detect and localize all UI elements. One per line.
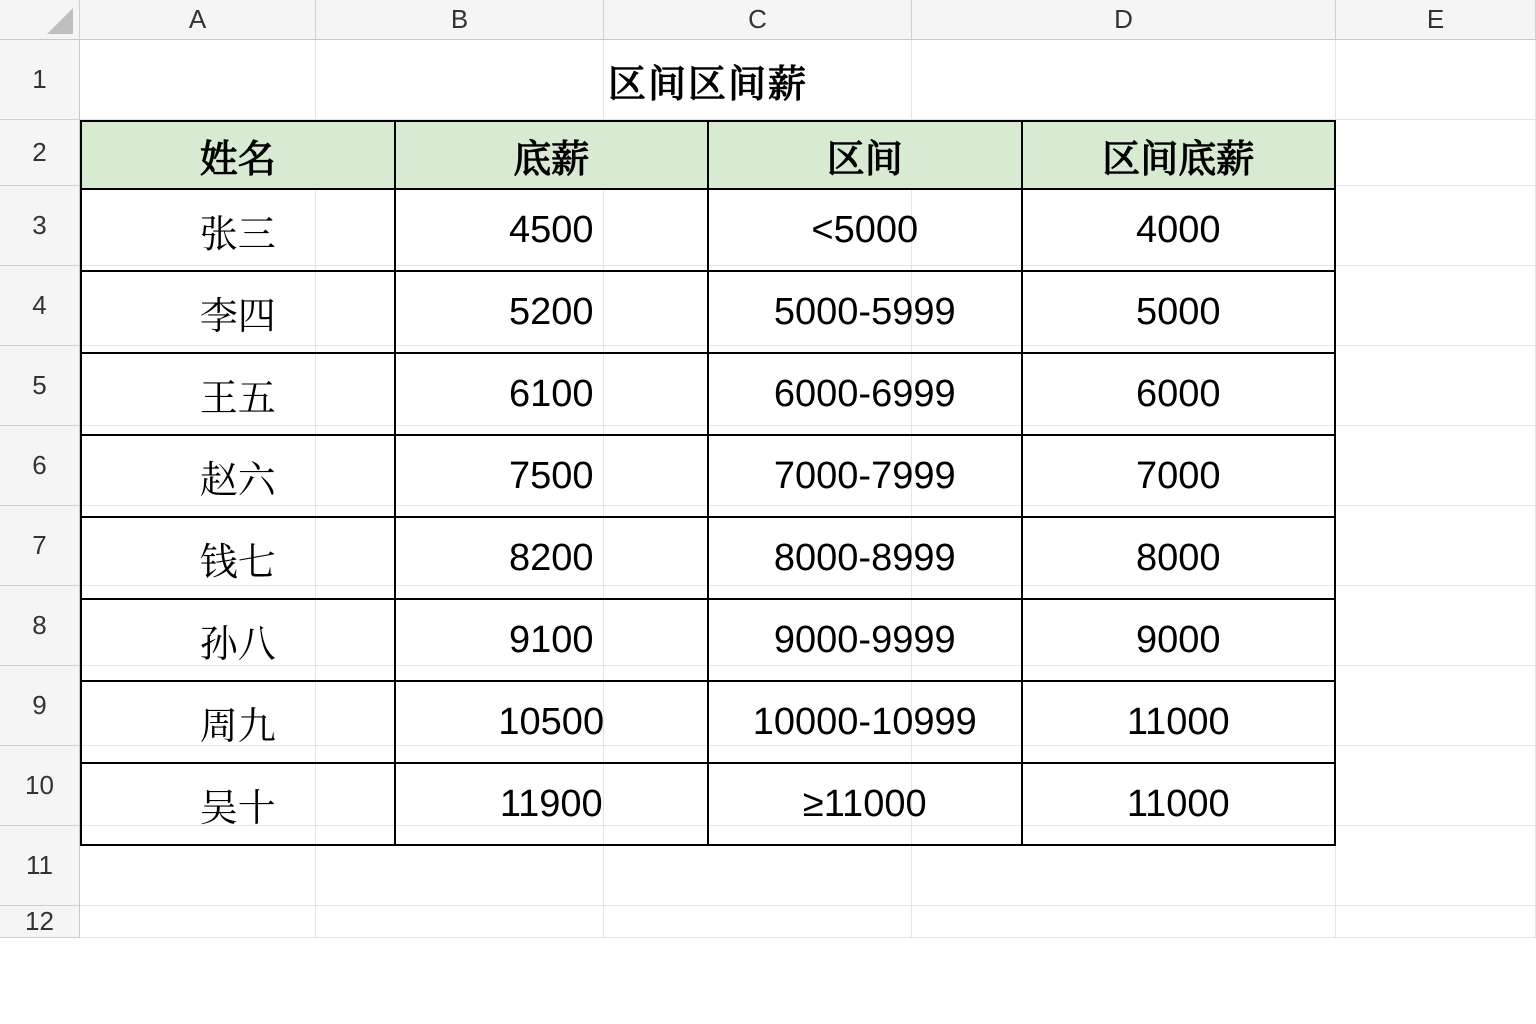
table-row: [81, 599, 1335, 681]
cell-base[interactable]: 7500: [395, 435, 709, 517]
cell-base[interactable]: 10500: [395, 681, 709, 763]
cell-name[interactable]: 周九: [81, 681, 395, 763]
salary-range-table: [80, 40, 1336, 846]
cell-e12[interactable]: [1336, 906, 1536, 938]
cell-a12[interactable]: [80, 906, 316, 938]
column-header-e[interactable]: E: [1336, 0, 1536, 40]
row-header-4[interactable]: 4: [0, 266, 80, 346]
column-header-a[interactable]: A: [80, 0, 316, 40]
cell-e2[interactable]: [1336, 120, 1536, 186]
row-header-9[interactable]: 9: [0, 666, 80, 746]
cell-range-base[interactable]: 6000: [1022, 353, 1336, 435]
row-header-10[interactable]: 10: [0, 746, 80, 826]
cell-e11[interactable]: [1336, 826, 1536, 906]
cell-name[interactable]: 吴十: [81, 763, 395, 845]
row-header-12[interactable]: 12: [0, 906, 80, 938]
cell-base[interactable]: 11900: [395, 763, 709, 845]
column-header-b[interactable]: B: [316, 0, 604, 40]
cell-e7[interactable]: [1336, 506, 1536, 586]
cell-range[interactable]: 5000-5999: [708, 271, 1022, 353]
cell-name[interactable]: 王五: [81, 353, 395, 435]
cell-range[interactable]: 7000-7999: [708, 435, 1022, 517]
header-base-salary[interactable]: 底薪: [395, 121, 709, 189]
cell-e10[interactable]: [1336, 746, 1536, 826]
cell-name[interactable]: 李四: [81, 271, 395, 353]
cell-base[interactable]: 9100: [395, 599, 709, 681]
cell-c12[interactable]: [604, 906, 912, 938]
cell-range-base[interactable]: 5000: [1022, 271, 1336, 353]
table-row: [81, 271, 1335, 353]
cell-d12[interactable]: [912, 906, 1336, 938]
table-row: [81, 517, 1335, 599]
cell-e6[interactable]: [1336, 426, 1536, 506]
header-name[interactable]: 姓名: [81, 121, 395, 189]
table-header-row: [81, 121, 1335, 189]
row-header-7[interactable]: 7: [0, 506, 80, 586]
select-all-corner[interactable]: [0, 0, 80, 40]
table-row: [81, 435, 1335, 517]
cell-name[interactable]: 赵六: [81, 435, 395, 517]
cell-base[interactable]: 6100: [395, 353, 709, 435]
cell-range[interactable]: 9000-9999: [708, 599, 1022, 681]
table-row: [81, 353, 1335, 435]
cell-e8[interactable]: [1336, 586, 1536, 666]
cell-range[interactable]: 8000-8999: [708, 517, 1022, 599]
cell-range-base[interactable]: 11000: [1022, 681, 1336, 763]
row-header-1[interactable]: 1: [0, 40, 80, 120]
cell-e1[interactable]: [1336, 40, 1536, 120]
cell-range[interactable]: 10000-10999: [708, 681, 1022, 763]
table-row: [81, 189, 1335, 271]
cell-e5[interactable]: [1336, 346, 1536, 426]
table-row: [81, 681, 1335, 763]
cell-range[interactable]: 6000-6999: [708, 353, 1022, 435]
row-header-5[interactable]: 5: [0, 346, 80, 426]
cell-range-base[interactable]: 7000: [1022, 435, 1336, 517]
cell-name[interactable]: 张三: [81, 189, 395, 271]
header-range[interactable]: 区间: [708, 121, 1022, 189]
row-header-2[interactable]: 2: [0, 120, 80, 186]
title-row: [81, 40, 1335, 121]
column-header-d[interactable]: D: [912, 0, 1336, 40]
cell-name[interactable]: 钱七: [81, 517, 395, 599]
cell-range[interactable]: <5000: [708, 189, 1022, 271]
table-title[interactable]: 区间区间薪: [607, 63, 808, 106]
cell-range[interactable]: ≥11000: [708, 763, 1022, 845]
table-row: [81, 763, 1335, 845]
column-header-c[interactable]: C: [604, 0, 912, 40]
row-header-3[interactable]: 3: [0, 186, 80, 266]
cell-e3[interactable]: [1336, 186, 1536, 266]
cell-range-base[interactable]: 8000: [1022, 517, 1336, 599]
cell-b12[interactable]: [316, 906, 604, 938]
cell-base[interactable]: 5200: [395, 271, 709, 353]
cell-range-base[interactable]: 11000: [1022, 763, 1336, 845]
cell-name[interactable]: 孙八: [81, 599, 395, 681]
cell-base[interactable]: 4500: [395, 189, 709, 271]
cell-base[interactable]: 8200: [395, 517, 709, 599]
cell-range-base[interactable]: 9000: [1022, 599, 1336, 681]
cell-e9[interactable]: [1336, 666, 1536, 746]
row-header-6[interactable]: 6: [0, 426, 80, 506]
row-header-8[interactable]: 8: [0, 586, 80, 666]
row-header-11[interactable]: 11: [0, 826, 80, 906]
cell-e4[interactable]: [1336, 266, 1536, 346]
cell-range-base[interactable]: 4000: [1022, 189, 1336, 271]
header-range-base-salary[interactable]: 区间底薪: [1022, 121, 1336, 189]
